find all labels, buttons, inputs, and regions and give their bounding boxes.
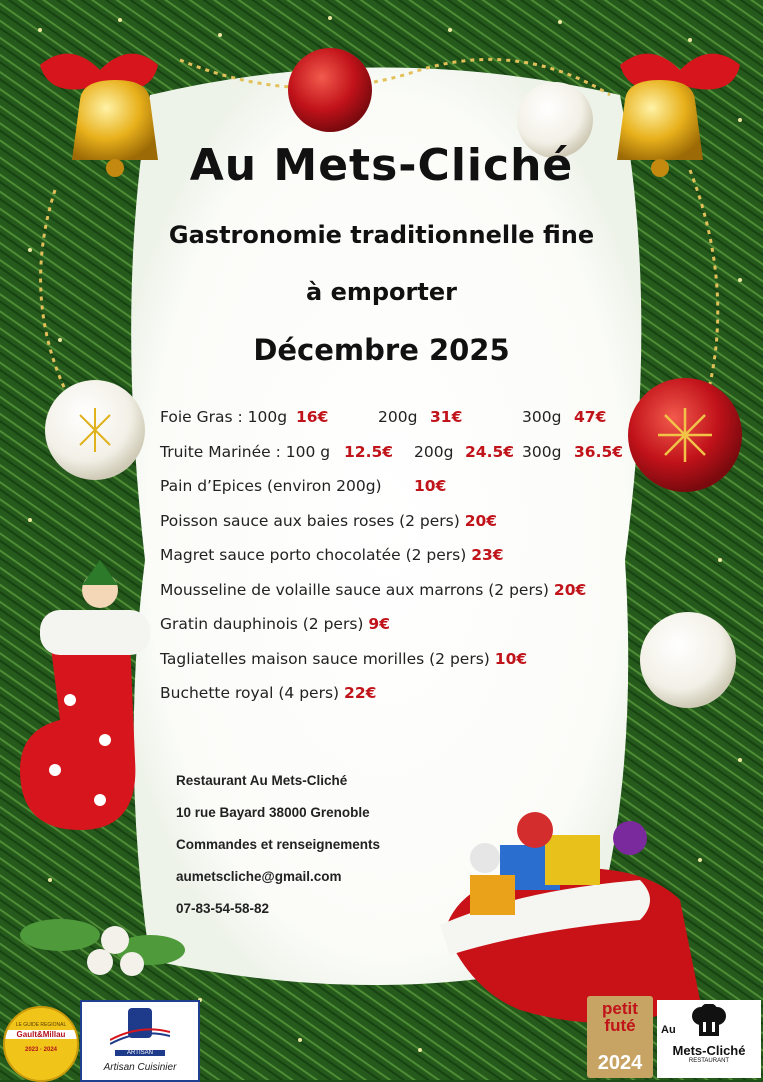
- artisan-logo: ARTISAN Artisan Cuisinier: [80, 1000, 200, 1082]
- menu-item: [160, 477, 640, 512]
- phone-number[interactable]: 07-83-54-58-82: [176, 901, 270, 916]
- menu-item: [160, 684, 640, 719]
- menu-item-name: Foie Gras : 100g: [160, 408, 288, 426]
- menu-item-name: Poisson sauce aux baies roses (2 pers): [160, 511, 460, 530]
- menu-list: [160, 408, 640, 719]
- menu-item-name: Tagliatelles maison sauce morilles (2 pers): [160, 649, 490, 668]
- menu-item-price: 10€: [414, 477, 447, 495]
- menu-item-price: 36.5€: [574, 442, 624, 461]
- contact-block: [176, 773, 380, 933]
- menu-item-size: 200g: [378, 408, 418, 426]
- menu-item-size: 300g: [522, 442, 562, 461]
- menu-item: [160, 443, 640, 478]
- menu-item: [160, 408, 640, 443]
- menu-item: [160, 546, 640, 581]
- menu-item-price: 20€: [553, 580, 587, 599]
- menu-item: [160, 650, 640, 685]
- menu-item-price: 23€: [471, 546, 504, 564]
- menu-item-price: 47€: [574, 408, 607, 426]
- menu-item-name: Pain d’Epices (environ 200g): [160, 477, 382, 495]
- gault-millau-logo: LE GUIDE REGIONAL Gault&Millau 2023 · 2024: [3, 1006, 79, 1082]
- menu-item-size: 200g: [414, 442, 454, 461]
- email-link[interactable]: aumetscliche@gmail.com: [176, 869, 342, 884]
- restaurant-address: 10 rue Bayard 38000 Grenoble: [176, 805, 370, 820]
- menu-item-price: 10€: [494, 649, 528, 668]
- menu-item: [160, 512, 640, 547]
- petit-fute-logo: petit futé 2024: [587, 996, 653, 1078]
- menu-item-price: 16€: [296, 408, 329, 426]
- orders-label: Commandes et renseignements: [176, 837, 381, 852]
- restaurant-name: Restaurant Au Mets-Cliché: [176, 773, 348, 788]
- restaurant-logo: Au Mets-Cliché RESTAURANT: [657, 1000, 761, 1078]
- menu-item-name: Gratin dauphinois (2 pers): [160, 615, 364, 633]
- page-title: Au Mets-Cliché: [189, 140, 574, 191]
- subtitle-line1: Gastronomie traditionnelle fine: [168, 221, 595, 249]
- menu-item-price: 12.5€: [344, 442, 394, 461]
- menu-item-size: 300g: [522, 408, 562, 426]
- menu-item-name: Mousseline de volaille sauce aux marrons (2 pers): [160, 580, 549, 599]
- menu-item-price: 24.5€: [465, 442, 515, 461]
- menu-item-name: Buchette royal (4 pers): [160, 684, 340, 702]
- menu-item-price: 31€: [430, 408, 463, 426]
- menu-item-name: Truite Marinée : 100 g: [160, 442, 331, 461]
- menu-item-price: 20€: [464, 511, 498, 530]
- menu-item: [160, 615, 640, 650]
- menu-date: Décembre 2025: [253, 333, 510, 367]
- menu-item-price: 22€: [344, 684, 377, 702]
- subtitle-line2: à emporter: [306, 278, 457, 306]
- menu-item-price: 9€: [368, 615, 390, 633]
- chef-hat-icon: [689, 1004, 729, 1040]
- artisan-emblem-icon: [110, 1006, 170, 1046]
- menu-item: [160, 581, 640, 616]
- menu-item-name: Magret sauce porto chocolatée (2 pers): [160, 546, 467, 564]
